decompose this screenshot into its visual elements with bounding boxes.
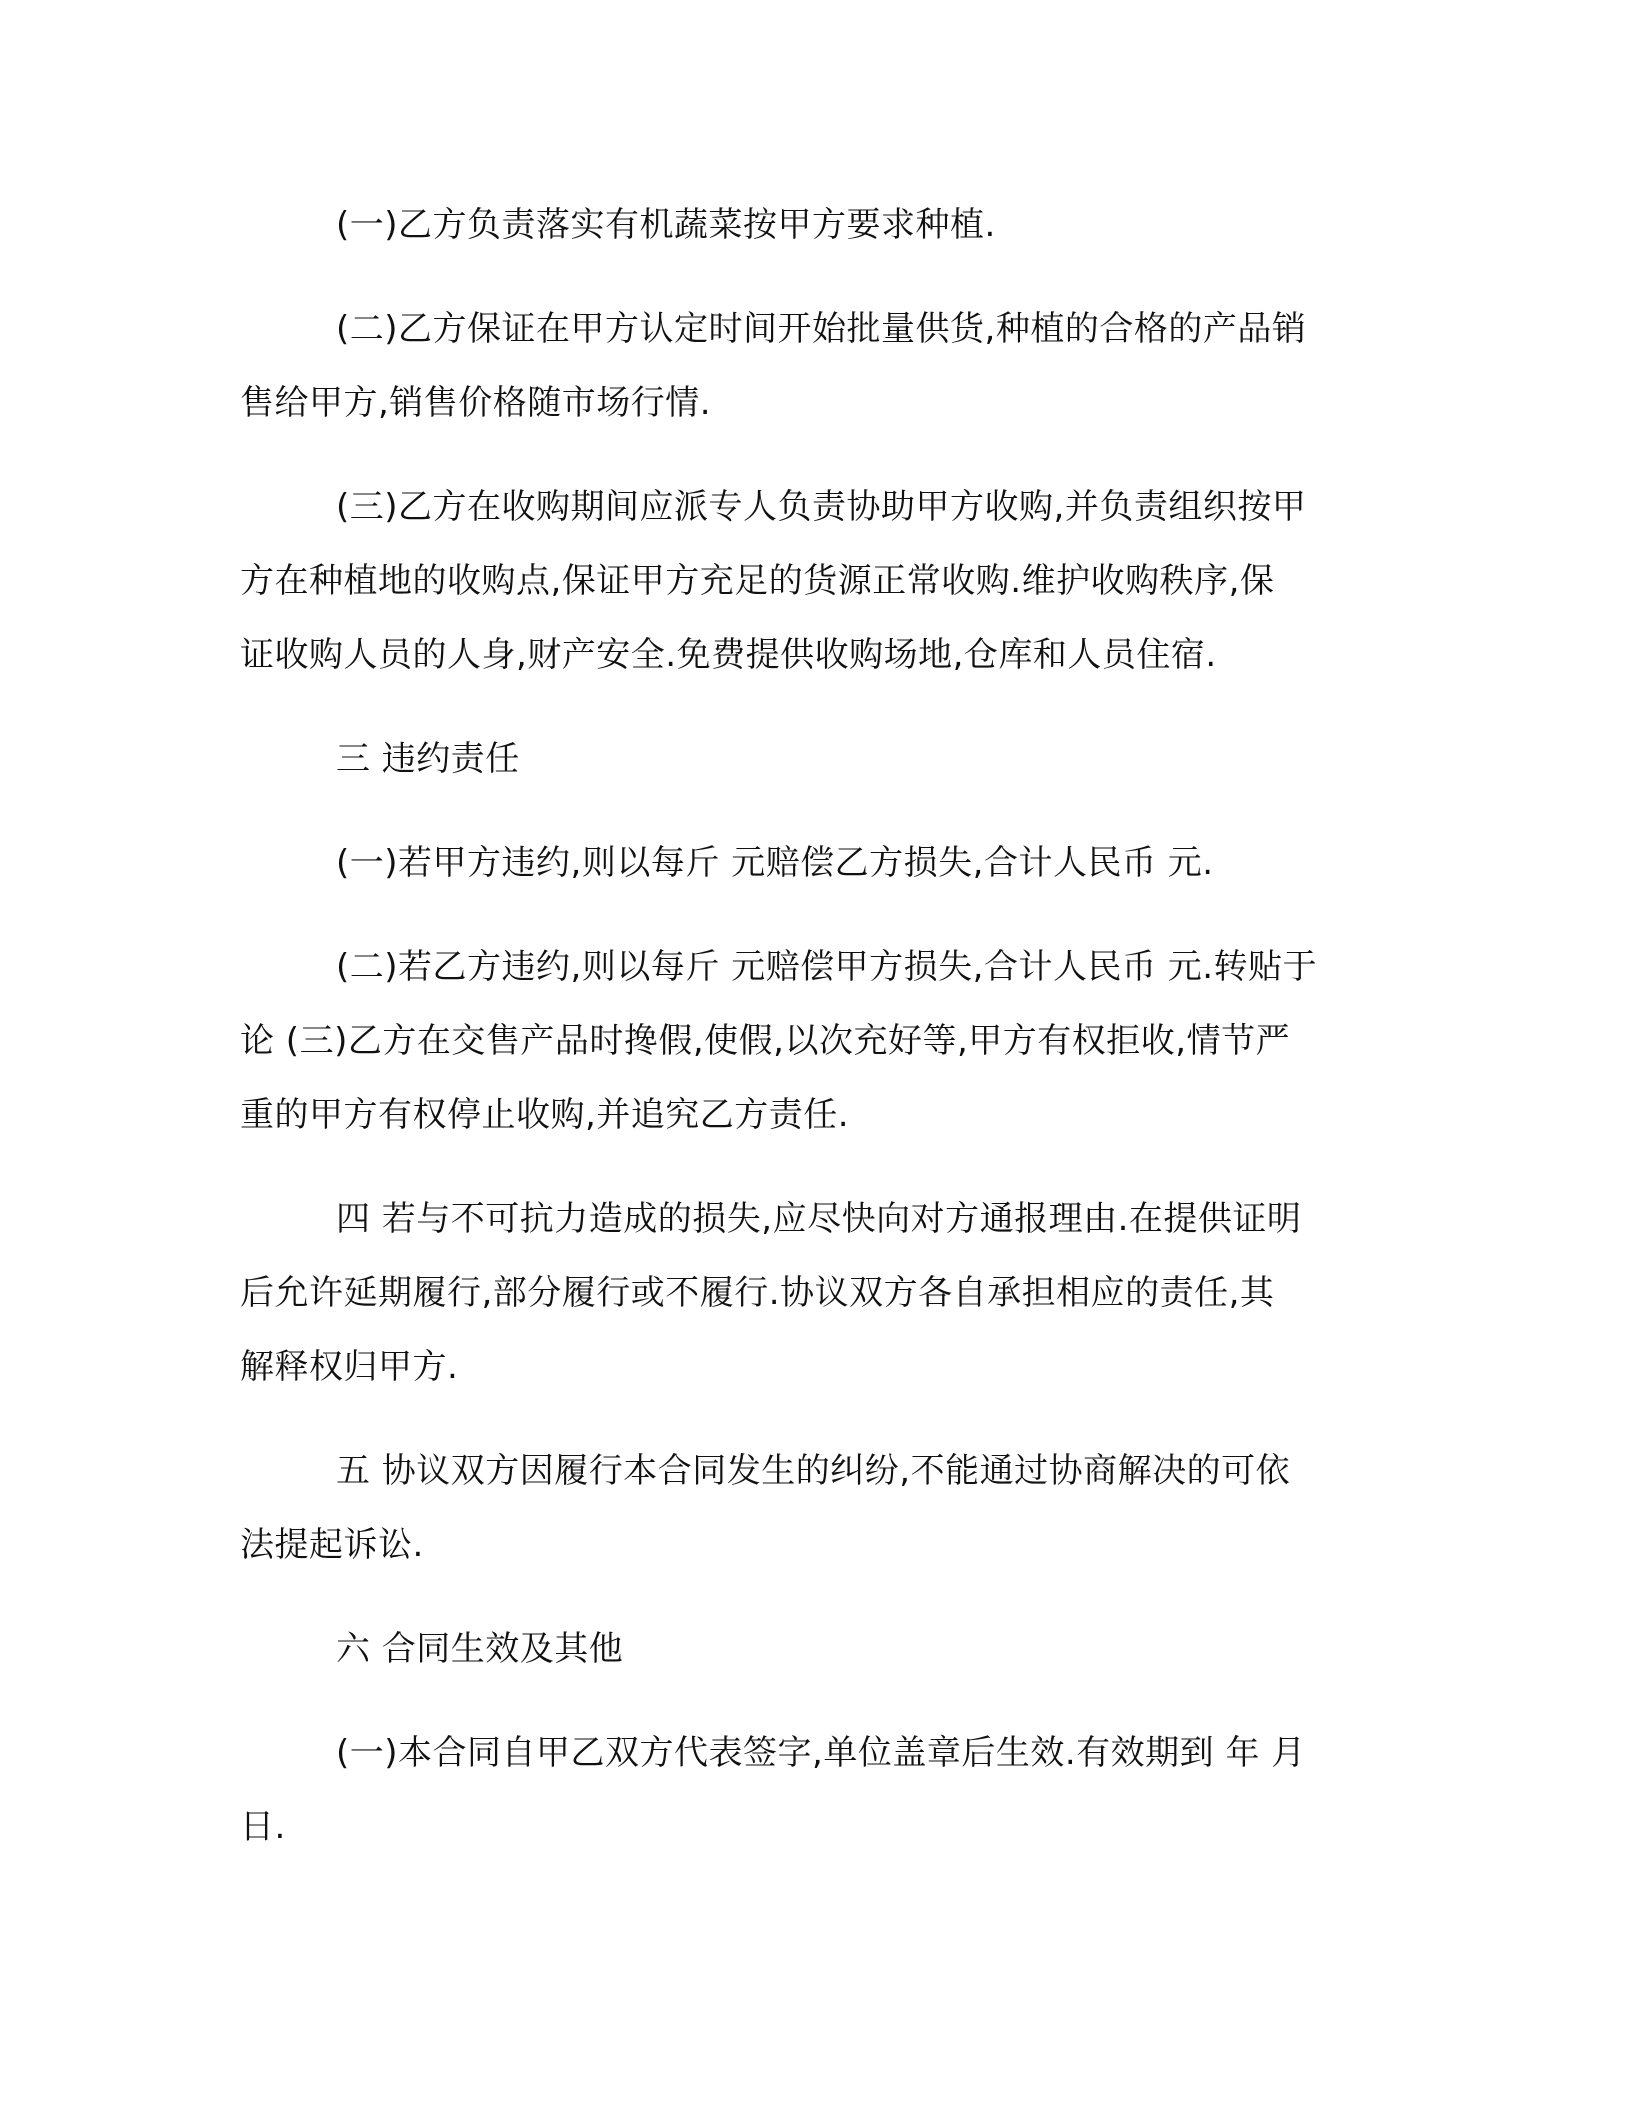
section-heading-effect (240, 1612, 1380, 1686)
text-line: 论 (三)乙方在交售产品时搀假,使假,以次充好等,甲方有权拒收,情节严 (240, 1021, 1291, 1061)
paragraph-10 (240, 1716, 1380, 1864)
document-body (240, 188, 1380, 1864)
section-heading-breach (240, 722, 1380, 796)
paragraph-1 (240, 188, 1380, 262)
text-line: (二)乙方保证在甲方认定时间开始批量供货,种植的合格的产品销 (336, 309, 1307, 349)
text-line: 证收购人员的人身,财产安全.免费提供收购场地,仓库和人员住宿. (240, 635, 1217, 675)
text-line: (一)若甲方违约,则以每斤 元赔偿乙方损失,合计人民币 元. (336, 843, 1214, 883)
section-heading: 三 违约责任 (336, 739, 520, 779)
section-heading: 六 合同生效及其他 (336, 1629, 624, 1669)
text-line: 重的甲方有权停止收购,并追究乙方责任. (240, 1095, 850, 1135)
text-line: 五 协议双方因履行本合同发生的纠纷,不能通过协商解决的可依 (336, 1451, 1291, 1491)
paragraph-3 (240, 470, 1380, 692)
text-line: (一)本合同自甲乙双方代表签字,单位盖章后生效.有效期到 年 月 (336, 1733, 1306, 1773)
text-line: 日. (240, 1807, 286, 1847)
paragraph-8 (240, 1434, 1380, 1582)
text-line: (二)若乙方违约,则以每斤 元赔偿甲方损失,合计人民币 元.转贴于 (336, 947, 1318, 987)
text-line: 解释权归甲方. (240, 1347, 459, 1387)
text-line: 方在种植地的收购点,保证甲方充足的货源正常收购.维护收购秩序,保 (240, 561, 1275, 601)
paragraph-7 (240, 1182, 1380, 1404)
paragraph-5 (240, 826, 1380, 900)
text-line: 后允许延期履行,部分履行或不履行.协议双方各自承担相应的责任,其 (240, 1273, 1275, 1313)
text-line: 法提起诉讼. (240, 1525, 424, 1565)
paragraph-6 (240, 930, 1380, 1152)
text-line: (三)乙方在收购期间应派专人负责协助甲方收购,并负责组织按甲 (336, 487, 1307, 527)
text-line: (一)乙方负责落实有机蔬菜按甲方要求种植. (336, 205, 996, 245)
text-line: 售给甲方,销售价格随市场行情. (240, 383, 712, 423)
paragraph-2 (240, 292, 1380, 440)
text-line: 四 若与不可抗力造成的损失,应尽快向对方通报理由.在提供证明 (336, 1199, 1302, 1239)
